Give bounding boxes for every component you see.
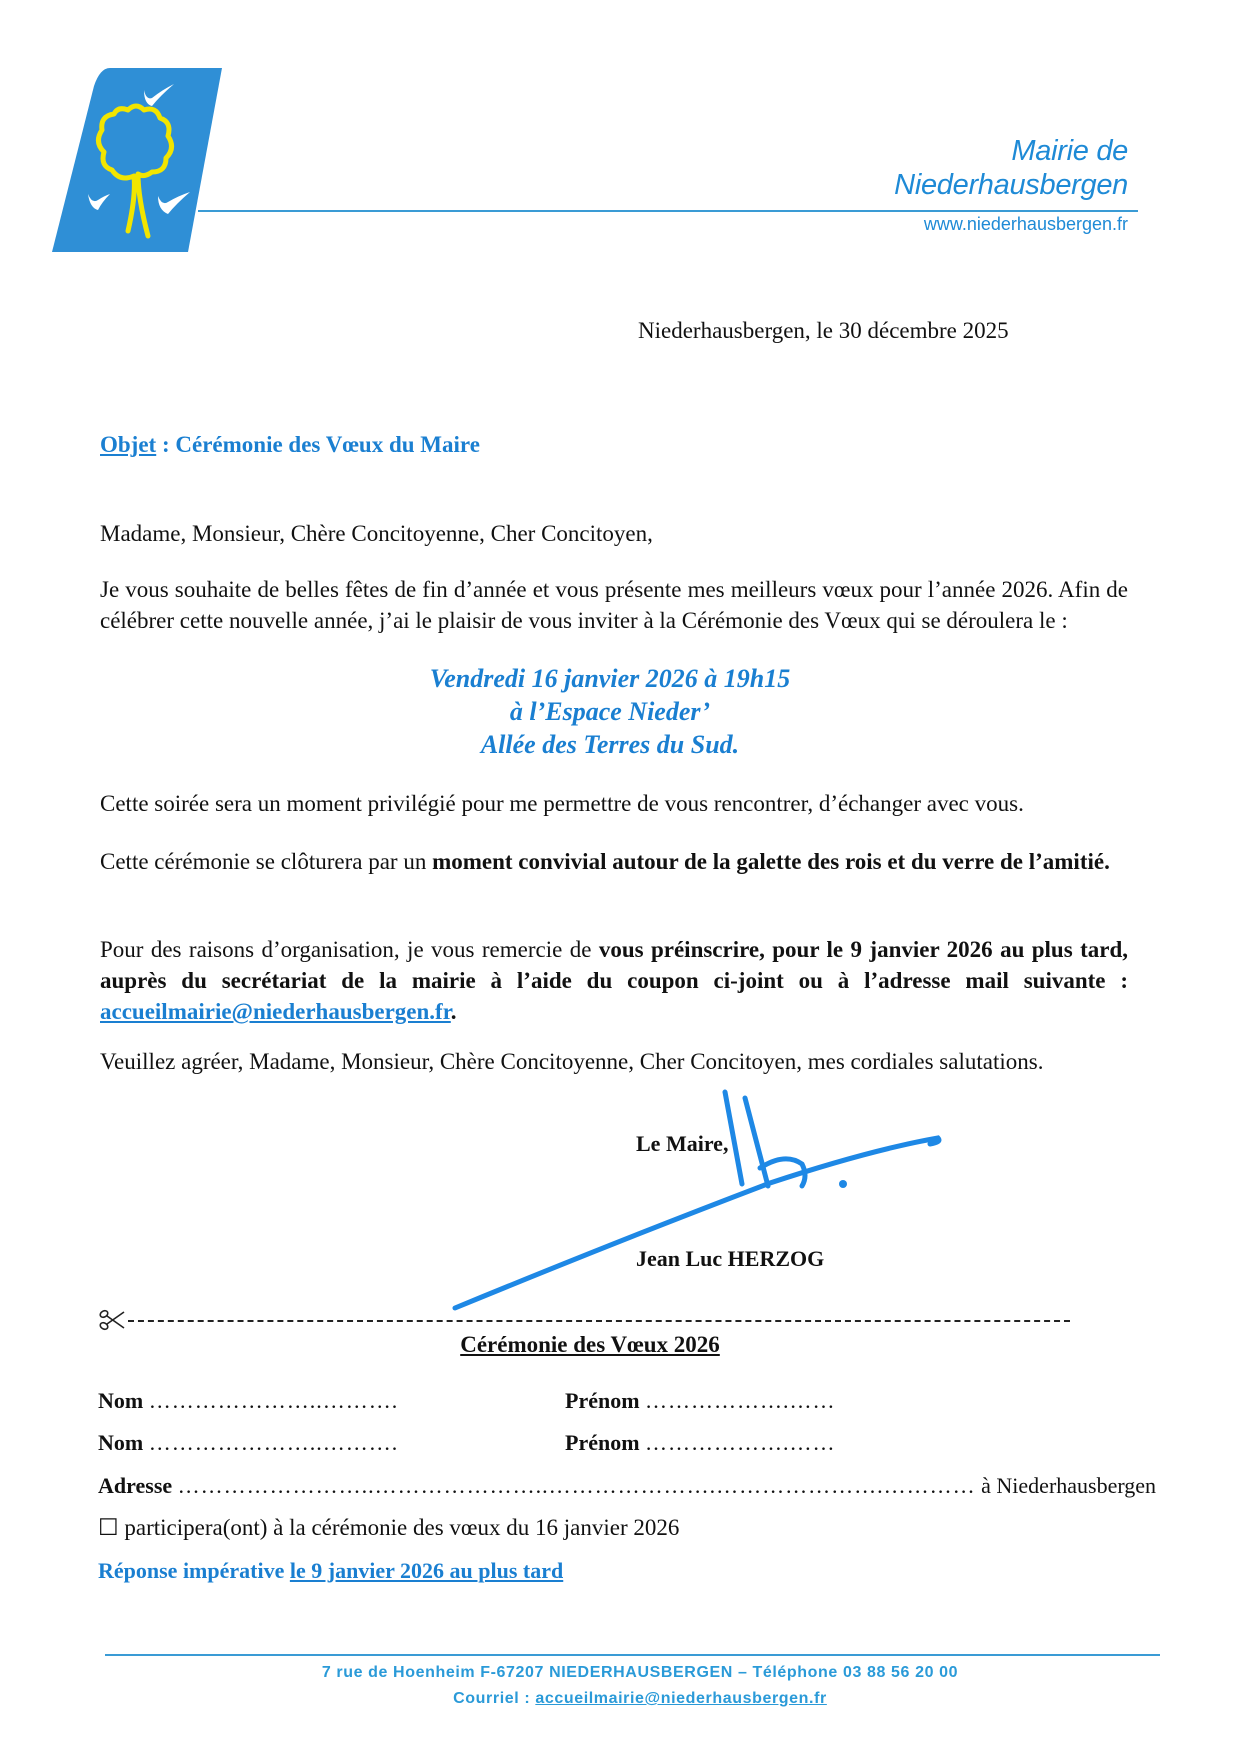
email-period: .: [450, 999, 457, 1024]
attendance-checkbox[interactable]: ☐: [98, 1515, 119, 1540]
coupon-address-row: [98, 1473, 1156, 1499]
org-line-2: Niederhausbergen: [894, 169, 1128, 201]
cut-line: [128, 1320, 1070, 1322]
para4-text: Pour des raisons d’organisation, je vous remercie de: [100, 937, 599, 962]
paragraph-invitation: Je vous souhaite de belles fêtes de fin d’année et vous présente mes meilleurs vœux pour l’année 2026. Afin de célébrer cette nouvelle année, j’ai le plaisir de vous inviter à la Cérémonie des Vœux qui se déroulera le :: [100, 577, 1128, 633]
response-deadline: [98, 1558, 563, 1584]
registration-email-link[interactable]: accueilmairie@niederhausbergen.fr: [100, 999, 451, 1024]
coupon-row-2-firstname: [565, 1430, 836, 1456]
para3-bold: moment convivial autour de la galette des rois et du verre de l’amitié.: [432, 849, 1110, 874]
para3-text: Cette cérémonie se clôturera par un: [100, 849, 433, 874]
handwritten-signature-icon: [440, 1080, 980, 1320]
deadline-date: le 9 janvier 2026 au plus tard: [289, 1558, 564, 1583]
subject-label: Objet: [100, 432, 157, 457]
footer-divider: [105, 1654, 1160, 1656]
event-venue: à l’Espace Nieder’: [509, 697, 711, 726]
footer-email-label: Courriel :: [453, 1690, 536, 1707]
letter-date: Niederhausbergen, le 30 décembre 2025: [638, 318, 1009, 343]
attendance-label: participera(ont) à la cérémonie des vœux du 16 janvier 2026: [124, 1515, 680, 1540]
first-name-field[interactable]: ……………….……: [645, 1388, 836, 1413]
org-line-1: Mairie de: [1011, 135, 1128, 167]
last-name-field[interactable]: …………………..……….: [148, 1388, 399, 1413]
first-name-label: Prénom: [565, 1388, 640, 1413]
signature-title: Le Maire,: [636, 1131, 729, 1156]
event-date-time: Vendredi 16 janvier 2026 à 19h15: [429, 664, 791, 693]
coupon-title-text: Cérémonie des Vœux 2026: [460, 1332, 720, 1357]
event-address: Allée des Terres du Sud.: [480, 730, 740, 759]
address-label: Adresse: [98, 1473, 173, 1498]
coupon-row-1: [98, 1388, 398, 1414]
last-name-field[interactable]: …………………..……….: [148, 1430, 399, 1455]
footer-email-link[interactable]: accueilmairie@niederhausbergen.fr: [535, 1690, 827, 1707]
address-field[interactable]: ……………………..…………………..………………….………………….…………: [177, 1473, 976, 1498]
subject-line: [100, 432, 480, 458]
subject-text: Cérémonie des Vœux du Maire: [175, 432, 480, 457]
scissors-icon: [98, 1308, 126, 1332]
event-details: [300, 662, 920, 761]
para4-bold: vous préinscrire, pour le 9 janvier 2026 au plus tard, auprès du secrétariat de la mairie à l’aide du coupon ci-joint ou à l’adresse mail suivante :: [100, 937, 1128, 993]
last-name-label: Nom: [98, 1430, 144, 1455]
organization-name: [894, 134, 1128, 202]
first-name-label: Prénom: [565, 1430, 640, 1455]
signatory-name: Jean Luc HERZOG: [636, 1246, 825, 1271]
footer-address: 7 rue de Hoenheim F-67207 NIEDERHAUSBERGEN – Téléphone 03 88 56 20 00: [321, 1664, 959, 1681]
coupon-row-1-firstname: [565, 1388, 836, 1414]
paragraph-closing-event: [100, 846, 1128, 877]
closing-formula: Veuillez agréer, Madame, Monsieur, Chère Concitoyenne, Cher Concitoyen, mes cordiales salutations.: [100, 1049, 1044, 1074]
header-divider: [198, 210, 1138, 212]
coupon-row-2: [98, 1430, 398, 1456]
deadline-label: Réponse impérative: [98, 1558, 290, 1583]
municipality-logo-icon: [48, 66, 228, 254]
paragraph-evening: Cette soirée sera un moment privilégié pour me permettre de vous rencontrer, d’échanger avec vous.: [100, 791, 1024, 816]
subject-separator: :: [156, 432, 176, 457]
website-link[interactable]: www.niederhausbergen.fr: [923, 214, 1128, 234]
attendance-checkbox-row: [98, 1515, 679, 1541]
address-suffix: à Niederhausbergen: [975, 1473, 1157, 1498]
paragraph-registration: [100, 934, 1128, 1027]
footer-email-line: [0, 1690, 1240, 1708]
first-name-field[interactable]: ……………….……: [645, 1430, 836, 1455]
salutation: Madame, Monsieur, Chère Concitoyenne, Cher Concitoyen,: [100, 521, 653, 546]
last-name-label: Nom: [98, 1388, 144, 1413]
coupon-title: [0, 1332, 1180, 1358]
